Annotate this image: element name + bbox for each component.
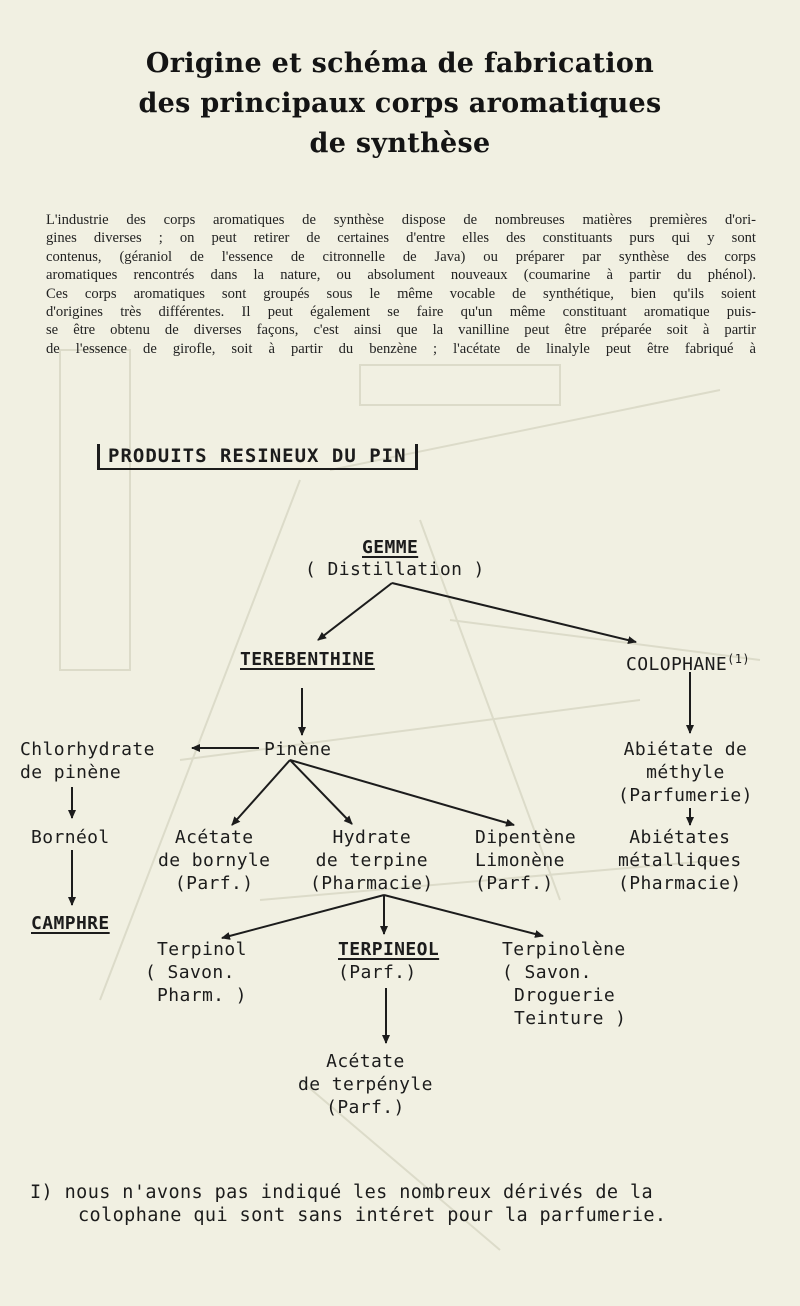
node-camphre: CAMPHRE	[31, 913, 110, 934]
node-acetate-bornyle: Acétate de bornyle (Parf.)	[158, 827, 271, 894]
node-abietate-methyle: Abiétate de méthyle (Parfumerie)	[618, 739, 753, 806]
title-line-2: des principaux corps aromatiques	[138, 88, 662, 119]
node-chlorhydrate-pinene: Chlorhydrate de pinène	[20, 739, 155, 783]
intro-line: d'origines très différentes. Il peut également se faire qu'un même constituant aromatique puis-	[46, 304, 756, 321]
intro-line: se être obtenu de diverses façons, c'est ainsi que la vanilline peut être préparée soit à partir	[46, 322, 756, 339]
intro-line: aromatiques rencontrés dans la nature, ou absolument nouveaux (coumarine à partir du phénol).	[46, 267, 756, 284]
node-terebenthine: TEREBENTHINE	[240, 649, 375, 670]
node-pinene: Pinène	[264, 739, 332, 760]
arrow-hydrate-terpinolene	[384, 895, 543, 936]
node-terpineol: TERPINEOL (Parf.)	[338, 939, 440, 983]
footnote-marker: (1)	[727, 652, 751, 666]
diagram-heading: PRODUITS RESINEUX DU PIN	[97, 444, 418, 470]
arrow-hydrate-terpinol	[222, 895, 384, 938]
intro-line: contenus, (géraniol de l'essence de citronnelle de Java) ou préparer par synthèse des corps	[46, 248, 756, 265]
node-borneol: Bornéol	[31, 827, 110, 848]
intro-line: Ces corps aromatiques sont groupés sous le même vocable de synthétique, bien qu'ils soient	[46, 285, 756, 302]
title-line-3: de synthèse	[309, 128, 491, 159]
node-distillation: ( Distillation )	[305, 559, 485, 580]
arrow-pinene-dipentene	[290, 760, 514, 825]
node-terpinolene: Terpinolène ( Savon. Droguerie Teinture )	[502, 939, 627, 1029]
node-terpinol: Terpinol ( Savon. Pharm. )	[145, 939, 247, 1006]
intro-line: de l'essence de girofle, soit à partir du benzène ; l'acétate de linalyle peut être fabriqué à	[46, 340, 756, 357]
node-gemme: GEMME	[362, 537, 419, 558]
node-dipentene-limonene: Dipentène Limonène (Parf.)	[475, 827, 577, 894]
arrow-gemme-terebenthine	[318, 583, 392, 640]
title-line-1: Origine et schéma de fabrication	[145, 48, 655, 79]
arrow-gemme-colophane	[392, 583, 636, 642]
footnote	[30, 1181, 790, 1227]
footnote-line: I) nous n'avons pas indiqué les nombreux dérivés de la	[30, 1182, 654, 1203]
intro-line: gines diverses ; on peut retirer de certaines d'entre elles des constituants purs qui y sont	[46, 230, 756, 247]
intro-line: L'industrie des corps aromatiques de synthèse dispose de nombreuses matières premières d'ori-	[46, 212, 756, 228]
arrow-pinene-acetate-bornyle	[232, 760, 290, 825]
footnote-line: colophane qui sont sans intéret pour la parfumerie.	[78, 1205, 667, 1226]
node-acetate-terpenyle: Acétate de terpényle (Parf.)	[298, 1051, 433, 1118]
node-abietates-metalliques: Abiétates métalliques (Pharmacie)	[618, 827, 742, 894]
node-colophane: COLOPHANE$^{(1)}$	[626, 652, 751, 675]
node-hydrate-terpine: Hydrate de terpine (Pharmacie)	[310, 827, 434, 894]
